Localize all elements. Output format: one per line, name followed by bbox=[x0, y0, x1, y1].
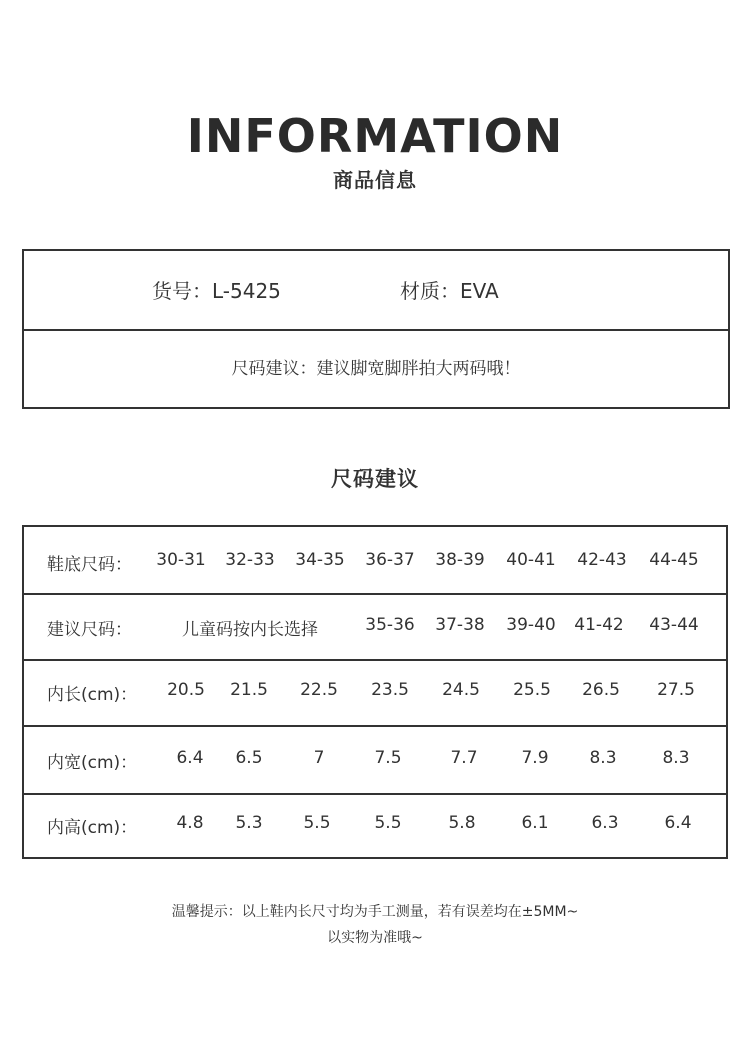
table-cell: 6.3 bbox=[591, 813, 619, 833]
table-cell: 24.5 bbox=[442, 680, 480, 700]
table-cell: 23.5 bbox=[371, 680, 409, 700]
table-cell: 7.7 bbox=[450, 748, 478, 768]
table-cell: 7.5 bbox=[374, 748, 402, 768]
table-cell: 21.5 bbox=[230, 680, 268, 700]
table-cell: 25.5 bbox=[513, 680, 551, 700]
table-cell: 35-36 bbox=[365, 615, 415, 635]
table-cell: 5.3 bbox=[235, 813, 263, 833]
table-cell: 42-43 bbox=[577, 550, 627, 570]
row-label: 内长(cm)： bbox=[47, 685, 138, 705]
table-cell: 7.9 bbox=[521, 748, 549, 768]
table-cell: 8.3 bbox=[589, 748, 617, 768]
table-cell: 27.5 bbox=[657, 680, 695, 700]
table-cell: 26.5 bbox=[582, 680, 620, 700]
table-cell: 8.3 bbox=[662, 748, 690, 768]
row-label: 内高(cm)： bbox=[47, 818, 138, 838]
material: 材质：EVA bbox=[400, 279, 499, 303]
notice-line-1: 温馨提示：以上鞋内长尺寸均为手工测量，若有误差均在±5MM~ bbox=[171, 904, 579, 920]
table-cell: 41-42 bbox=[574, 615, 624, 635]
table-cell: 6.1 bbox=[521, 813, 549, 833]
product-info-box bbox=[22, 249, 730, 409]
table-cell: 5.5 bbox=[303, 813, 331, 833]
notice-line-2: 以实物为准哦~ bbox=[327, 930, 423, 946]
info-row-basic bbox=[24, 251, 728, 331]
table-cell: 22.5 bbox=[300, 680, 338, 700]
table-cell: 30-31 bbox=[156, 550, 206, 570]
table-cell: 6.4 bbox=[176, 748, 204, 768]
row-label: 建议尺码： bbox=[47, 620, 132, 640]
table-cell: 6.4 bbox=[664, 813, 692, 833]
size-section-title: 尺码建议 bbox=[331, 467, 419, 491]
table-cell: 36-37 bbox=[365, 550, 415, 570]
size-table bbox=[22, 525, 728, 859]
table-cell: 38-39 bbox=[435, 550, 485, 570]
page-title: INFORMATION bbox=[186, 109, 564, 163]
table-cell: 43-44 bbox=[649, 615, 699, 635]
table-cell: 40-41 bbox=[506, 550, 556, 570]
table-row-sole-size bbox=[24, 527, 726, 595]
table-cell: 20.5 bbox=[167, 680, 205, 700]
page-subtitle: 商品信息 bbox=[333, 168, 417, 192]
table-cell: 6.5 bbox=[235, 748, 263, 768]
table-cell: 32-33 bbox=[225, 550, 275, 570]
table-row-inner-length bbox=[24, 659, 726, 727]
table-cell: 4.8 bbox=[176, 813, 204, 833]
table-cell: 34-35 bbox=[295, 550, 345, 570]
table-row-inner-height bbox=[24, 793, 726, 857]
size-advice: 尺码建议：建议脚宽脚胖拍大两码哦！ bbox=[231, 359, 521, 379]
table-cell: 7 bbox=[313, 748, 325, 768]
table-cell: 37-38 bbox=[435, 615, 485, 635]
table-row-suggested-size bbox=[24, 593, 726, 661]
children-size-note: 儿童码按内长选择 bbox=[182, 620, 318, 640]
table-cell: 5.5 bbox=[374, 813, 402, 833]
table-cell: 5.8 bbox=[448, 813, 476, 833]
row-label: 鞋底尺码： bbox=[47, 555, 132, 575]
row-label: 内宽(cm)： bbox=[47, 753, 138, 773]
table-row-inner-width bbox=[24, 725, 726, 795]
table-cell: 44-45 bbox=[649, 550, 699, 570]
table-cell: 39-40 bbox=[506, 615, 556, 635]
item-number: 货号：L-5425 bbox=[152, 279, 281, 303]
